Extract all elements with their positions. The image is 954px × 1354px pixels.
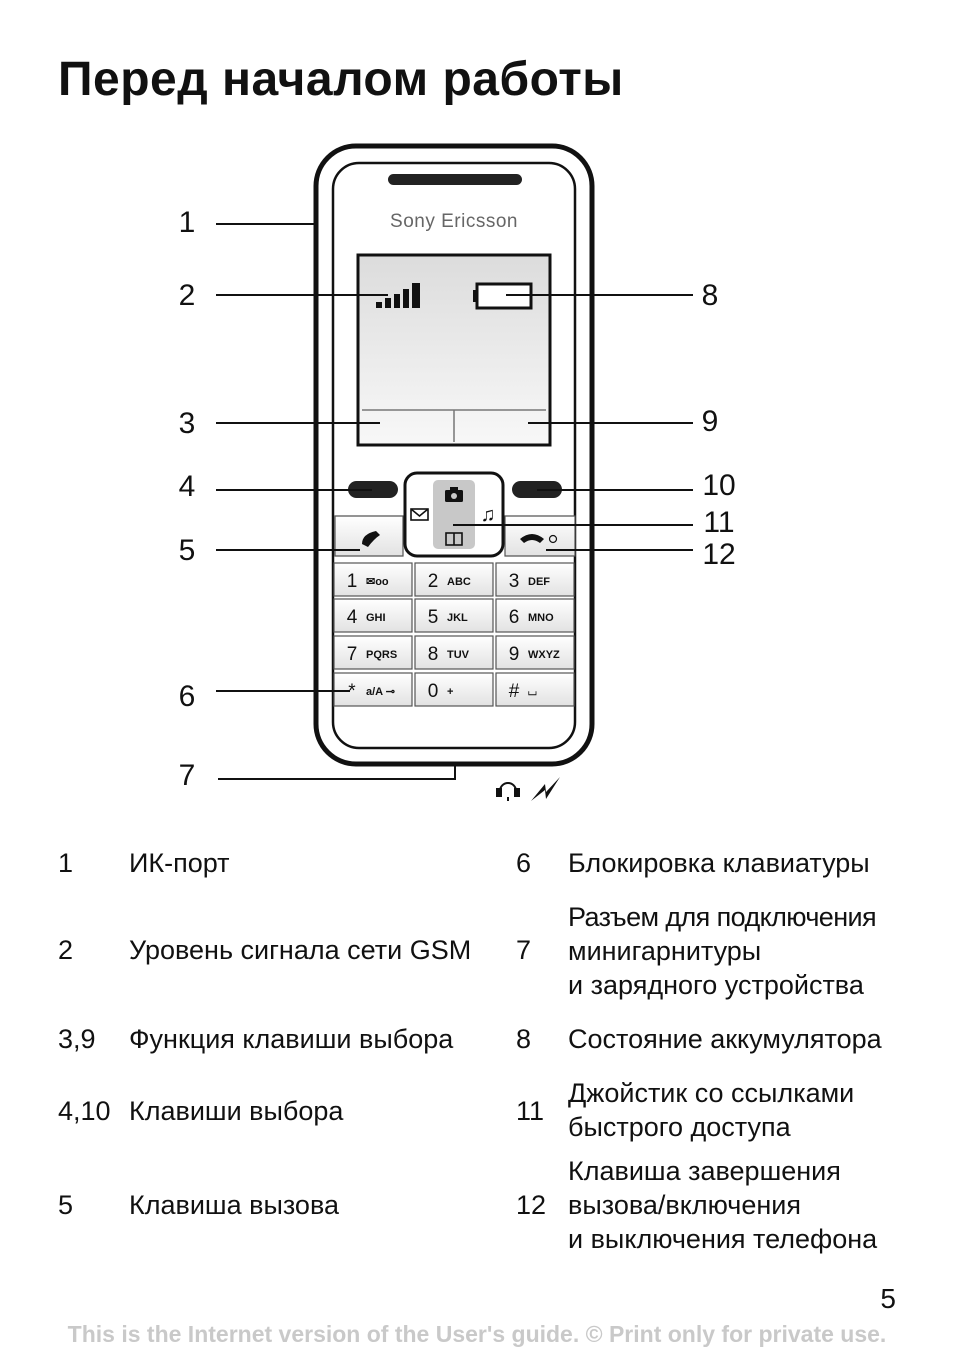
legend-text: Клавиша завершения: [568, 1156, 841, 1186]
headset-icon: [497, 783, 519, 801]
callout-12: 12: [702, 538, 736, 571]
legend-text: Функция клавиши выбора: [129, 1024, 454, 1054]
footer-notice: This is the Internet version of the User's guide. © Print only for private use.: [67, 1321, 887, 1347]
keypad-key-digit: 9: [508, 644, 520, 665]
legend-text: вызова/включения: [568, 1190, 801, 1220]
keypad-key[interactable]: [415, 599, 493, 632]
legend-num: 11: [516, 1096, 545, 1126]
page-title: Перед началом работы: [58, 53, 624, 106]
legend-num: 12: [516, 1190, 547, 1220]
callout-7: 7: [178, 759, 196, 792]
keypad-key[interactable]: [334, 636, 412, 669]
callout-9: 9: [701, 405, 719, 438]
keypad-key-letters: PQRS: [366, 649, 398, 661]
legend-num: 6: [516, 848, 532, 878]
legend-num: 2: [58, 935, 74, 965]
legend-num: 4,10: [58, 1096, 111, 1126]
brand-logo: Sony Ericsson: [390, 211, 518, 232]
keypad-key-digit: #: [508, 681, 520, 702]
keypad-key-digit: 4: [346, 607, 358, 628]
legend-text: Блокировка клавиатуры: [568, 848, 870, 878]
keypad-key-digit: 2: [427, 571, 439, 592]
keypad-key-digit: 7: [346, 644, 358, 665]
callout-8: 8: [701, 279, 719, 312]
keypad-key[interactable]: [334, 599, 412, 632]
callout-2: 2: [178, 279, 196, 312]
keypad-key-letters: GHI: [366, 612, 386, 624]
legend-text: и выключения телефона: [568, 1224, 878, 1254]
callout-3: 3: [178, 407, 196, 440]
legend-text: Уровень сигнала сети GSM: [129, 935, 472, 965]
keypad-key-letters: ⌴: [528, 686, 537, 698]
keypad-key[interactable]: [334, 563, 412, 596]
legend-text: ИК-порт: [129, 848, 230, 878]
earpiece-icon: [388, 174, 522, 185]
keypad-key-digit: 1: [346, 571, 358, 592]
legend-num: 5: [58, 1190, 74, 1220]
legend-text: минигарнитуры: [568, 936, 762, 966]
keypad-key[interactable]: [334, 673, 412, 706]
callout-10: 10: [702, 469, 736, 502]
keypad-key-letters: a/A ⊸: [366, 686, 395, 698]
keypad-key-letters: +: [447, 686, 454, 698]
keypad-key-letters: ✉oo: [366, 576, 389, 588]
keypad-key-letters: MNO: [528, 612, 554, 624]
callout-5: 5: [178, 534, 196, 567]
keypad-key-letters: WXYZ: [528, 649, 560, 661]
keypad-key[interactable]: [415, 636, 493, 669]
keypad-key-digit: 8: [427, 644, 439, 665]
keypad-key[interactable]: [496, 599, 574, 632]
callout-6: 6: [178, 680, 196, 713]
keypad-key-letters: ABC: [447, 576, 471, 588]
legend-num: 1: [58, 848, 74, 878]
keypad-key-face[interactable]: [415, 673, 493, 706]
legend-num: 3,9: [58, 1024, 96, 1054]
callout-11: 11: [703, 506, 735, 539]
keypad-key-digit: 0: [427, 681, 439, 702]
keypad-key[interactable]: [496, 563, 574, 596]
keypad-key-letters: JKL: [447, 612, 468, 624]
callout-1: 1: [178, 206, 196, 239]
callout-4: 4: [178, 470, 196, 503]
charger-icon: [531, 777, 560, 801]
keypad-key[interactable]: [415, 563, 493, 596]
legend-text: Разъем для подключения: [568, 902, 877, 932]
legend-text: Состояние аккумулятора: [568, 1024, 882, 1054]
keypad-key-digit: 6: [508, 607, 520, 628]
legend-text: Клавиши выбора: [129, 1096, 344, 1126]
keypad-key-digit: 5: [427, 607, 439, 628]
legend-num: 7: [516, 935, 532, 965]
keypad-key[interactable]: [496, 636, 574, 669]
legend-text: и зарядного устройства: [568, 970, 864, 1000]
keypad-key-letters: TUV: [447, 649, 469, 661]
phone-diagram: [0, 130, 954, 820]
keypad-key-digit: *: [348, 681, 356, 702]
legend-text: Клавиша вызова: [129, 1190, 340, 1220]
music-icon: ♫: [480, 504, 496, 526]
keypad-key[interactable]: [415, 673, 493, 706]
keypad-key-digit: 3: [508, 571, 520, 592]
page-number: 5: [880, 1283, 896, 1314]
phone-body: [316, 146, 592, 764]
legend-text: быстрого доступа: [568, 1112, 791, 1142]
keypad-key[interactable]: [496, 673, 574, 706]
legend-num: 8: [516, 1024, 532, 1054]
keypad-key-letters: DEF: [528, 576, 550, 588]
legend-text: Джойстик со ссылками: [568, 1078, 855, 1108]
